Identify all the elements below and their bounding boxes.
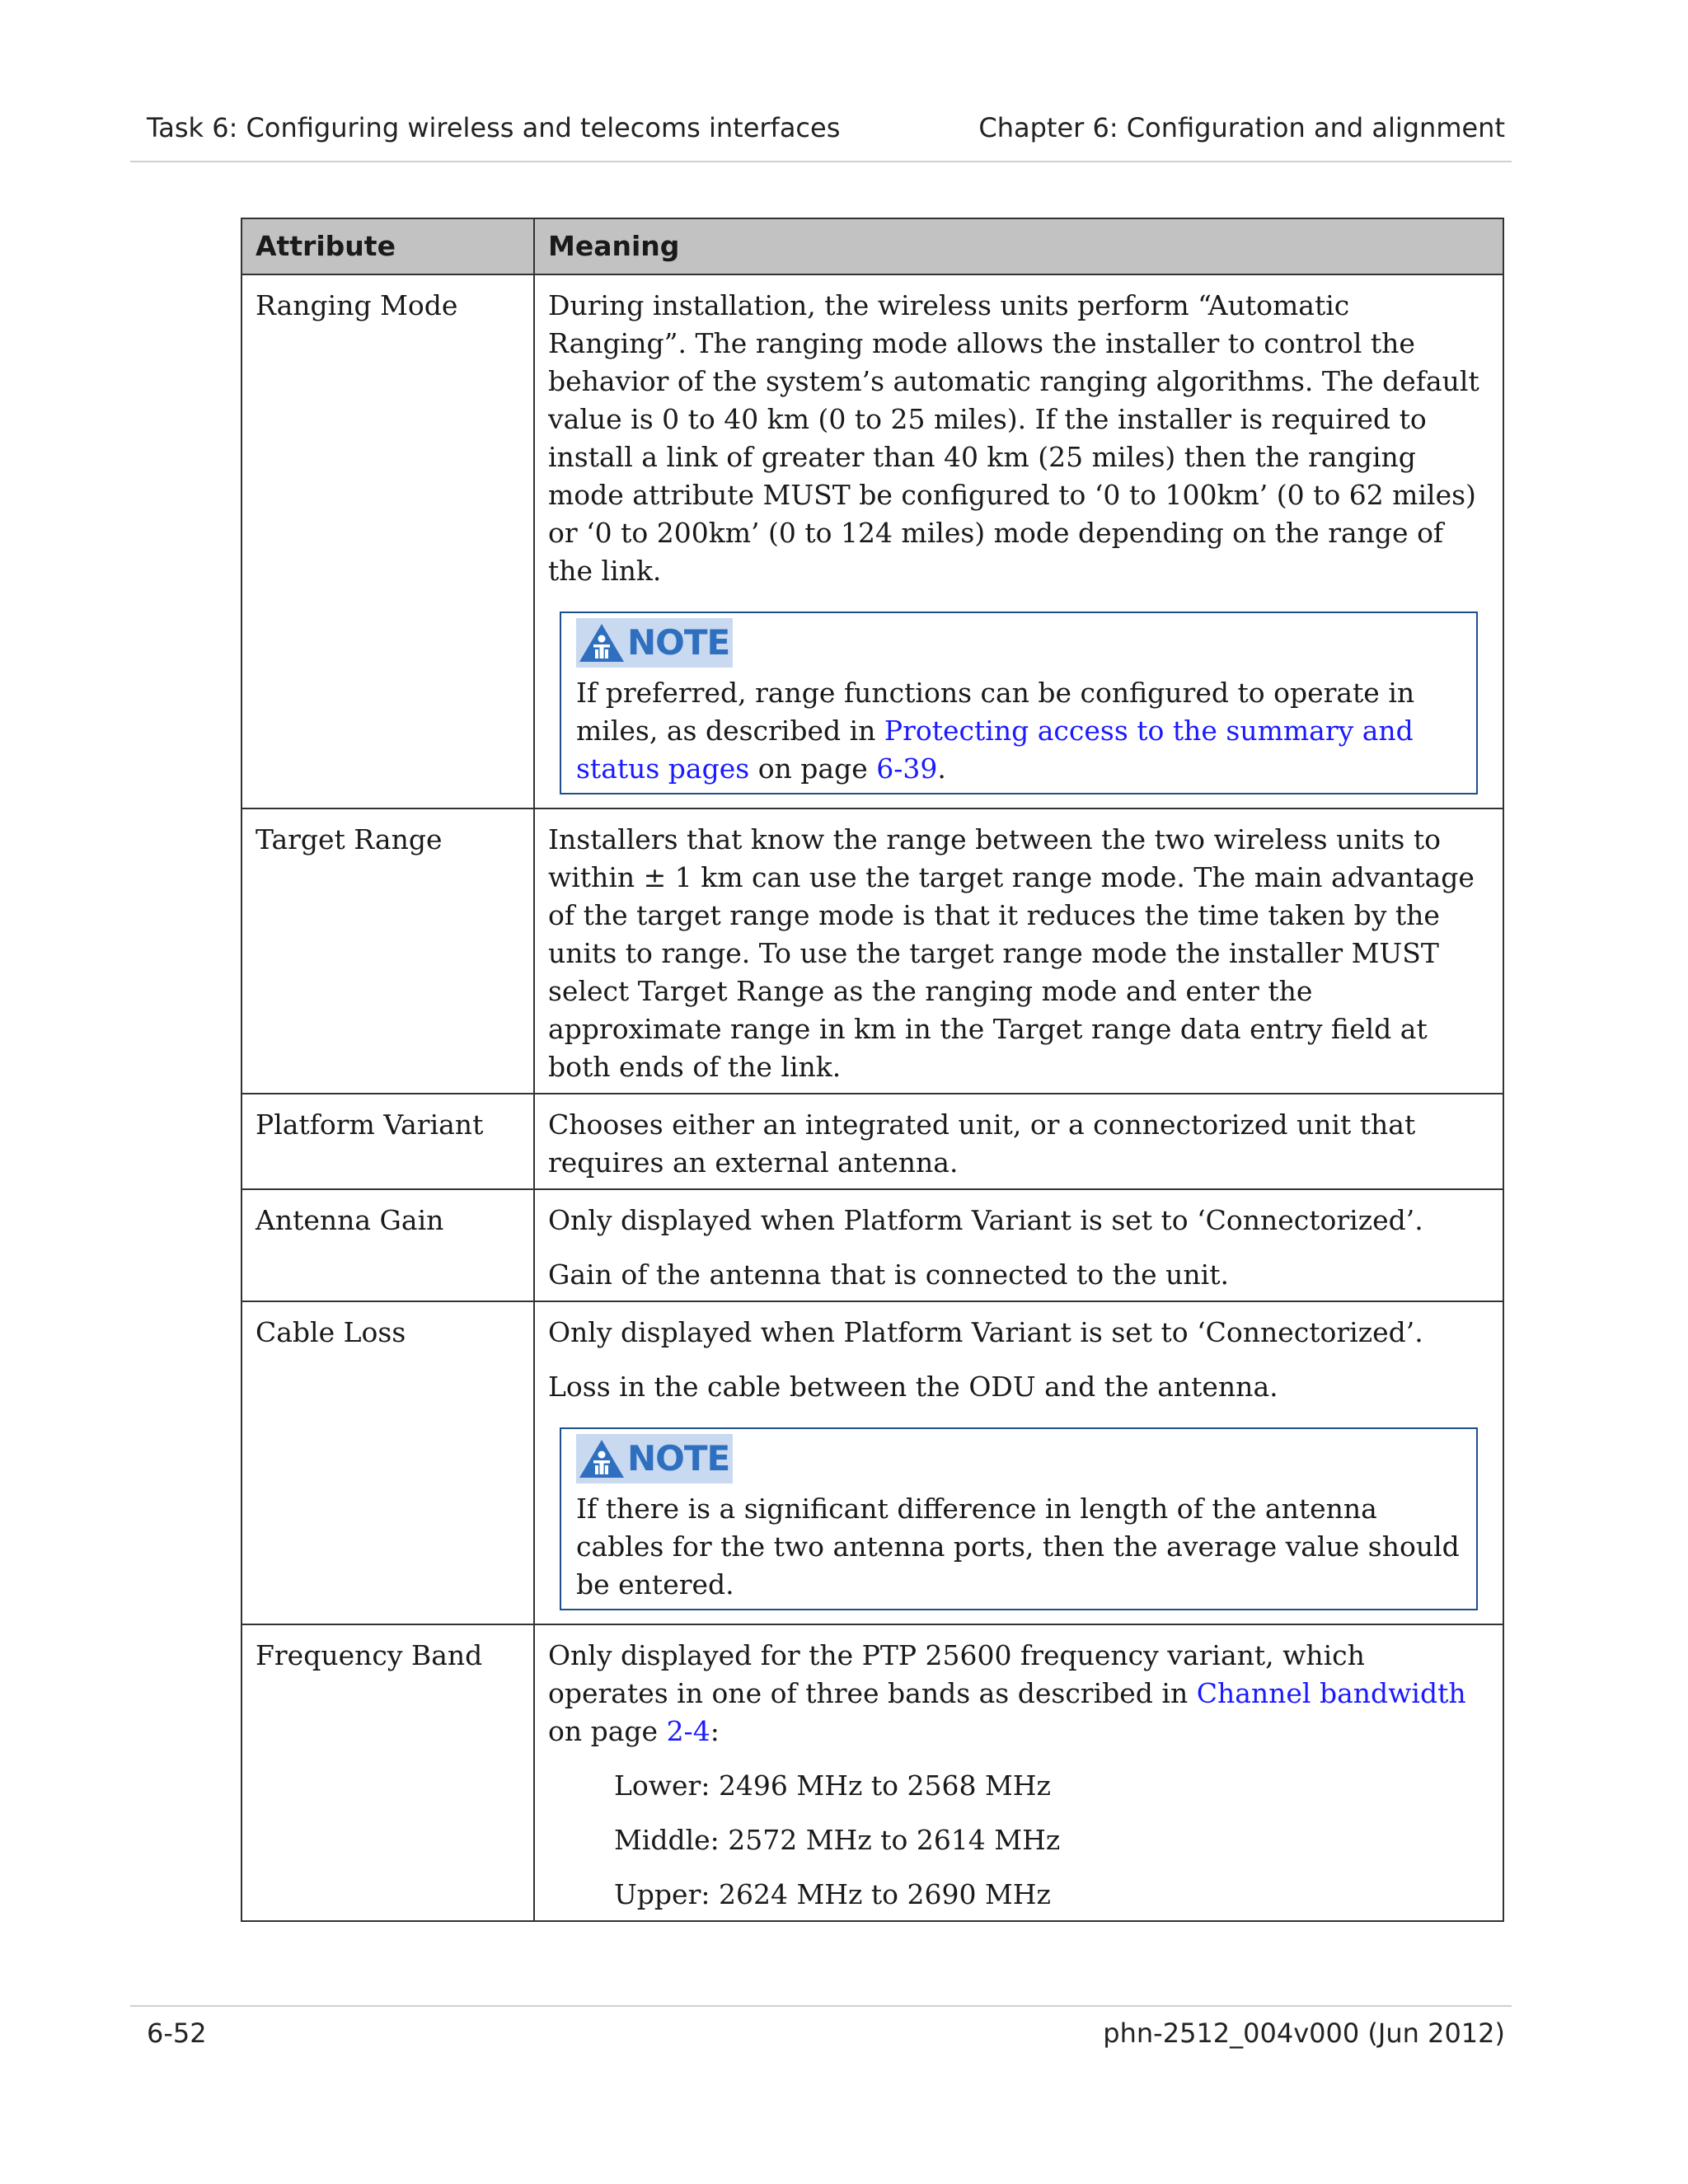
- attribute-cell: Platform Variant: [241, 1094, 534, 1189]
- note-box: [560, 1427, 1478, 1610]
- attribute-cell: Cable Loss: [241, 1301, 534, 1624]
- note-header: [576, 618, 733, 668]
- meaning-cell: [534, 1624, 1503, 1921]
- column-header-attribute: Attribute: [241, 218, 534, 274]
- note-box: [560, 612, 1478, 794]
- band-middle: Middle: 2572 MHz to 2614 MHz: [614, 1824, 1061, 1856]
- table-row: [241, 1189, 1503, 1301]
- meaning-cell: [534, 1301, 1503, 1624]
- attribute-cell: Frequency Band: [241, 1624, 534, 1921]
- note-icon: [578, 622, 626, 663]
- running-header-left: Task 6: Configuring wireless and telecoms interfaces: [147, 112, 841, 143]
- table-header-row: [241, 218, 1503, 274]
- table-row: [241, 1301, 1503, 1624]
- note-text: If there is a significant difference in length of the antenna cables for the two antenna ports, then the average value should be entered.: [576, 1493, 1460, 1601]
- note-icon: [578, 1438, 626, 1479]
- cable-loss-description: Loss in the cable between the ODU and the antenna.: [548, 1371, 1278, 1403]
- page-2-4-link[interactable]: 2-4: [666, 1715, 710, 1747]
- meaning-cell: [534, 274, 1503, 808]
- table-row: [241, 1624, 1503, 1921]
- ranging-mode-description: During installation, the wireless units perform “Automatic Ranging”. The ranging mode allows the installer to control the behavior of the system’s automatic ranging algorithms. The default value is 0 to 40 km (0 to 25 miles). If the installer is required to install a link of greater than 40 km (25 miles) then the ranging mode attribute MUST be configured to ‘0 to 100km’ (0 to 62 miles) or ‘0 to 200km’ (0 to 124 miles) mode depending on the range of the link.: [548, 289, 1479, 587]
- note-label: NOTE: [627, 622, 730, 663]
- band-upper: Upper: 2624 MHz to 2690 MHz: [614, 1878, 1051, 1910]
- note-text-part: If preferred, range functions can be configured to operate in miles, as described in: [576, 677, 1415, 747]
- frequency-band-description: [548, 1637, 1489, 1750]
- band-lower: Lower: 2496 MHz to 2568 MHz: [614, 1769, 1051, 1802]
- note-label: NOTE: [627, 1438, 730, 1479]
- meaning-cell: [534, 1189, 1503, 1301]
- antenna-gain-condition: Only displayed when Platform Variant is set to ‘Connectorized’.: [548, 1204, 1423, 1236]
- note-header: [576, 1434, 733, 1483]
- attribute-cell: Ranging Mode: [241, 274, 534, 808]
- running-header-right: Chapter 6: Configuration and alignment: [978, 112, 1505, 143]
- column-header-meaning: Meaning: [534, 218, 1503, 274]
- protecting-access-link[interactable]: Protecting access to the summary and status pages: [576, 715, 1414, 785]
- note-text-part: .: [937, 752, 946, 785]
- header-rule: [130, 161, 1512, 162]
- attribute-cell: Antenna Gain: [241, 1189, 534, 1301]
- document-id: phn-2512_004v000 (Jun 2012): [1103, 2018, 1505, 2049]
- table-row: [241, 808, 1503, 1094]
- table-row: [241, 1094, 1503, 1189]
- antenna-gain-description: Gain of the antenna that is connected to the unit.: [548, 1258, 1229, 1291]
- attribute-cell: Target Range: [241, 808, 534, 1094]
- table-row: [241, 274, 1503, 808]
- description-text-part: on page: [548, 1715, 667, 1747]
- cable-loss-condition: Only displayed when Platform Variant is set to ‘Connectorized’.: [548, 1316, 1423, 1348]
- page-number: 6-52: [147, 2018, 207, 2049]
- footer-rule: [130, 2005, 1512, 2007]
- note-text: [576, 674, 1461, 788]
- channel-bandwidth-link[interactable]: Channel bandwidth: [1196, 1677, 1466, 1709]
- description-text-part: Only displayed for the PTP 25600 frequency variant, which operates in one of three bands as described in: [548, 1639, 1365, 1709]
- meaning-cell: Chooses either an integrated unit, or a connectorized unit that requires an external antenna.: [534, 1094, 1503, 1189]
- description-text-part: :: [710, 1715, 720, 1747]
- note-text-part: on page: [749, 752, 877, 785]
- meaning-cell: Installers that know the range between the two wireless units to within ± 1 km can use the target range mode. The main advantage of the target range mode is that it reduces the time taken by the units to range. To use the target range mode the installer MUST select Target Range as the ranging mode and enter the approximate range in km in the Target range data entry field at both ends of the link.: [534, 808, 1503, 1094]
- page-6-39-link[interactable]: 6-39: [876, 752, 938, 785]
- attribute-table: [241, 218, 1504, 1922]
